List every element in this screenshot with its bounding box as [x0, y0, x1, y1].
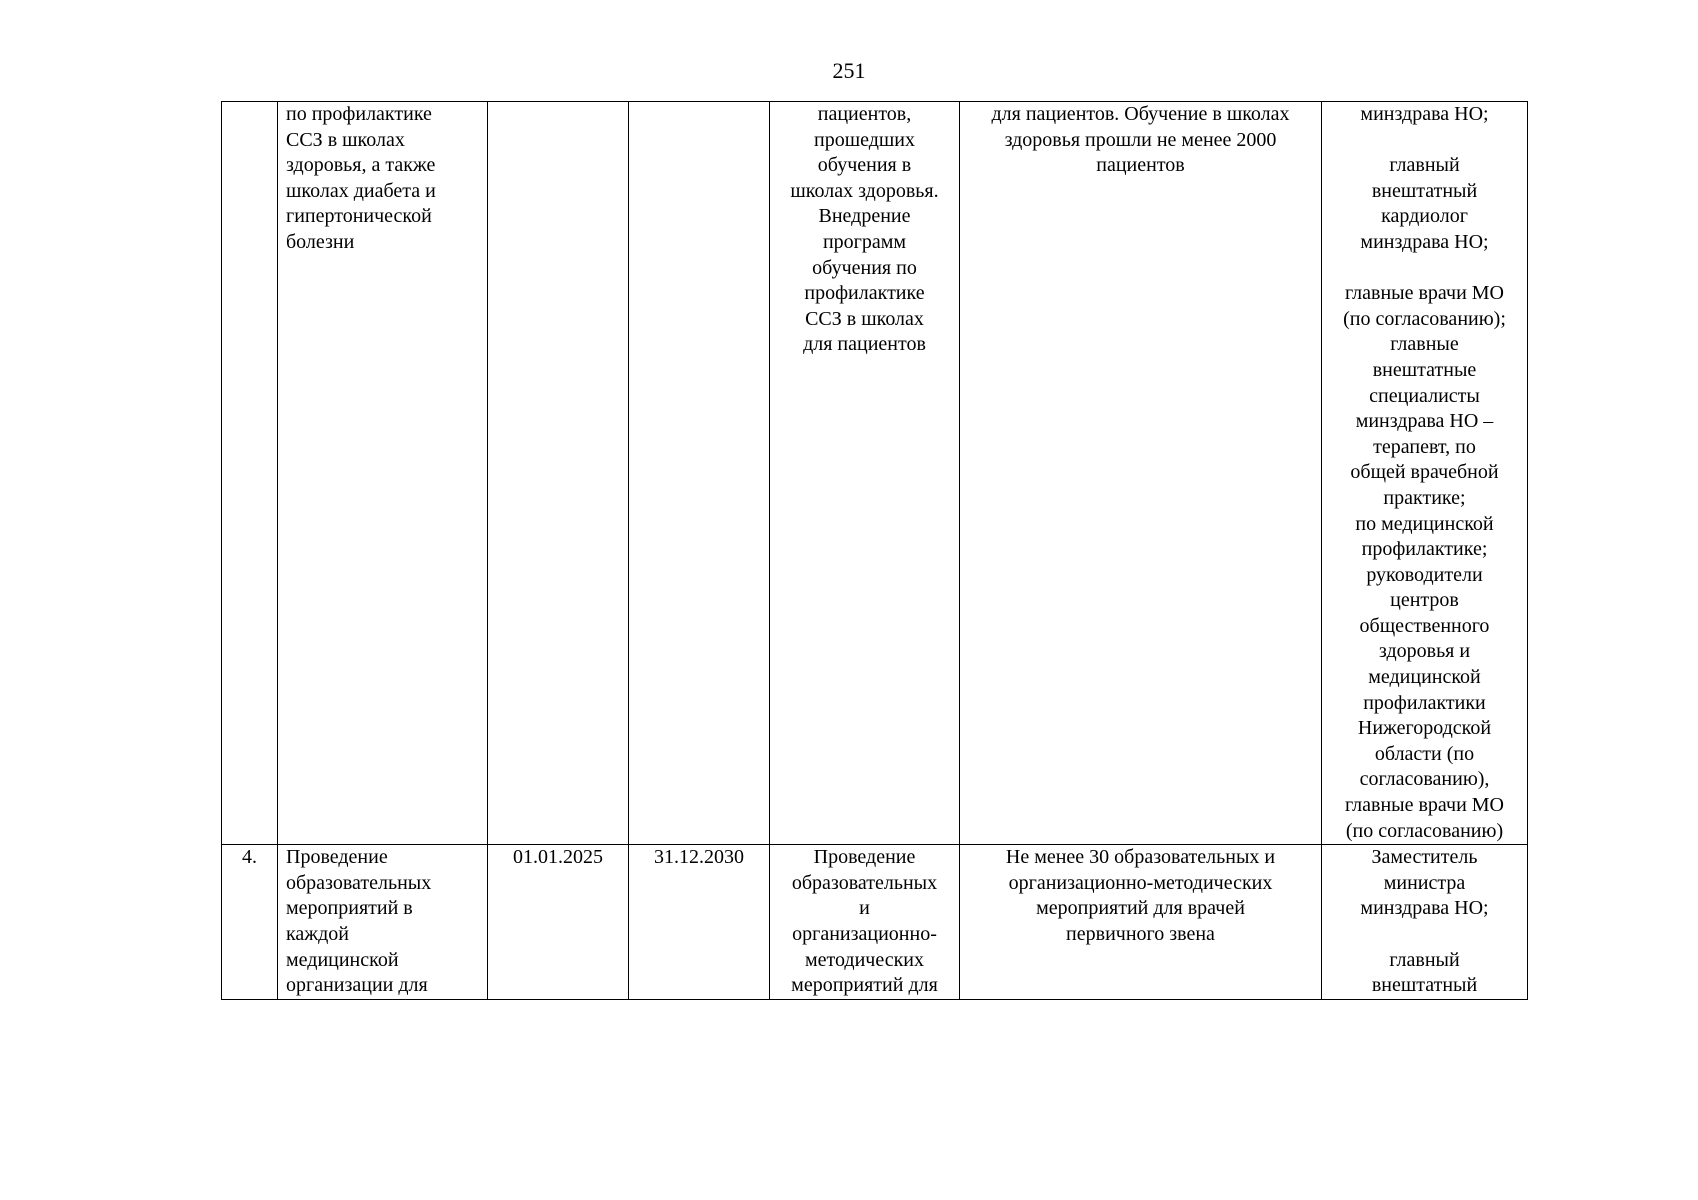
start-date: 01.01.2025 [513, 846, 603, 869]
measure-name-cell [278, 102, 488, 845]
measures-table [221, 101, 1528, 1000]
row-number-cell [222, 845, 278, 1000]
description-cell [770, 102, 960, 845]
description: пациентов, прошедших обучения в школах здоровья. Внедрение программ обучения по профилактике ССЗ в школах для пациентов [790, 103, 939, 356]
measure-name: по профилактике ССЗ в школах здоровья, а также школах диабета и гипертонической болезни [286, 103, 436, 253]
page-number: 251 [832, 58, 866, 83]
start-date-cell [488, 845, 629, 1000]
end-date: 31.12.2030 [654, 846, 744, 869]
result: Не менее 30 образовательных и организационно-методических мероприятий для врачей первичного звена [1005, 846, 1276, 945]
responsible: минздрава НО; главный внештатный кардиолог минздрава НО; главные врачи МО (по согласованию); главные внештатные специалисты минздрава НО – терапевт, по общей врачебной практике; по медицинской профилактике; руководители центров общественного здоровья и медицинской профилактики Нижегородской области (по согласованию), главные врачи МО (по согласованию) [1343, 103, 1506, 842]
start-date-cell [488, 102, 629, 845]
description: Проведение образовательных и организационно- методических мероприятий для [791, 846, 938, 997]
end-date-cell [629, 102, 770, 845]
row-number-cell [222, 102, 278, 845]
result-cell [960, 102, 1322, 845]
measure-name: Проведение образовательных мероприятий в каждой медицинской организации для [286, 846, 432, 997]
row-number: 4. [242, 846, 257, 869]
responsible: Заместитель министра минздрава НО; главный внештатный [1360, 846, 1489, 997]
result-cell [960, 845, 1322, 1000]
table-row [222, 845, 1528, 1000]
table-row [222, 102, 1528, 845]
result: для пациентов. Обучение в школах здоровья прошли не менее 2000 пациентов [991, 103, 1290, 177]
responsible-cell [1322, 102, 1528, 845]
measure-name-cell [278, 845, 488, 1000]
description-cell [770, 845, 960, 1000]
end-date-cell [629, 845, 770, 1000]
responsible-cell [1322, 845, 1528, 1000]
